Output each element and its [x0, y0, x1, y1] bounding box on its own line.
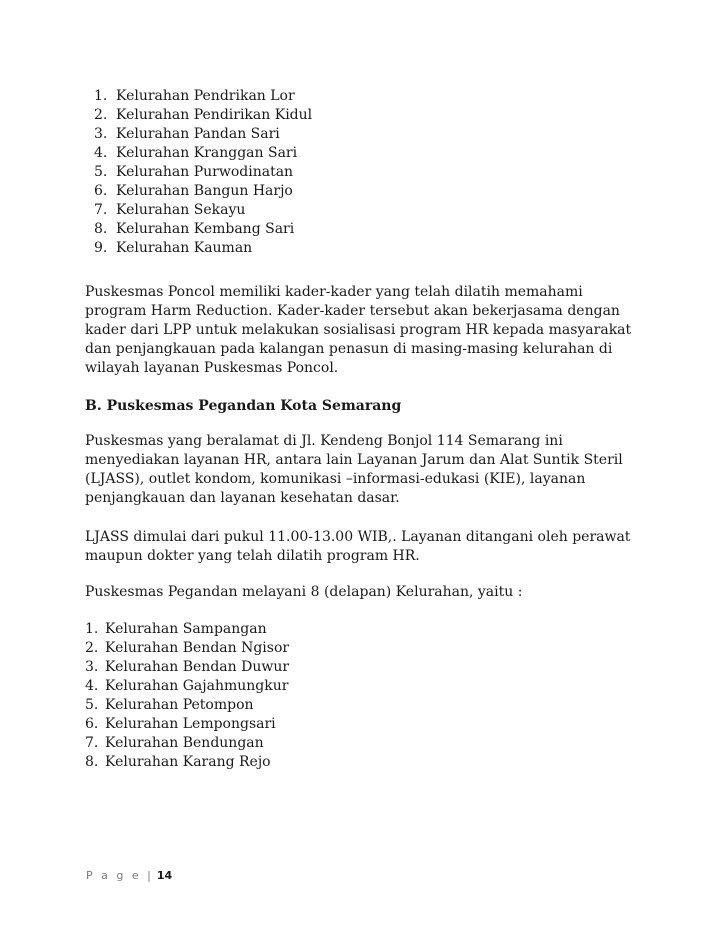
- list-item: [94, 125, 594, 144]
- list-item-text: Kelurahan Pendrikan Lor: [116, 88, 295, 104]
- list-item-number: 7.: [94, 202, 108, 218]
- list-item-number: 6.: [85, 716, 99, 732]
- kelurahan-list-pegandan: [85, 620, 585, 772]
- list-item: [85, 696, 585, 715]
- list-item-number: 5.: [94, 164, 108, 180]
- list-item-number: 8.: [94, 221, 108, 237]
- list-item-number: 2.: [94, 107, 108, 123]
- list-item-text: Kelurahan Lempongsari: [105, 716, 276, 732]
- list-item-number: 4.: [94, 145, 108, 161]
- list-item-text: Kelurahan Petompon: [105, 697, 254, 713]
- list-item: [85, 658, 585, 677]
- footer-separator: |: [147, 869, 151, 882]
- list-item-text: Kelurahan Bendungan: [105, 735, 264, 751]
- list-item-text: Kelurahan Kauman: [116, 240, 253, 256]
- paragraph-ljass: LJASS dimulai dari pukul 11.00-13.00 WIB,. Layanan ditangani oleh perawat maupun dokter yang telah dilatih program HR.: [85, 529, 631, 564]
- list-item: [94, 144, 594, 163]
- list-item-text: Kelurahan Karang Rejo: [105, 754, 271, 770]
- list-item-text: Kelurahan Sampangan: [105, 621, 267, 637]
- kelurahan-list-poncol: [94, 87, 594, 258]
- list-item: [94, 106, 594, 125]
- list-item: [94, 239, 594, 258]
- list-item-number: 7.: [85, 735, 99, 751]
- list-item: [85, 715, 585, 734]
- page-footer: [86, 869, 172, 882]
- page-number: 14: [156, 869, 173, 882]
- list-item-number: 4.: [85, 678, 99, 694]
- list-item: [85, 620, 585, 639]
- list-item-number: 2.: [85, 640, 99, 656]
- footer-page-label: P a g e: [86, 869, 142, 882]
- list-item: [94, 220, 594, 239]
- list-item: [85, 639, 585, 658]
- list-item-text: Kelurahan Pendirikan Kidul: [116, 107, 313, 123]
- list-item: [94, 201, 594, 220]
- list-item-text: Kelurahan Bendan Ngisor: [105, 640, 290, 656]
- list-item: [94, 163, 594, 182]
- list-item-number: 8.: [85, 754, 99, 770]
- list-item: [85, 753, 585, 772]
- list-item-text: Kelurahan Bendan Duwur: [105, 659, 290, 675]
- paragraph-pegandan-layanan: Puskesmas yang beralamat di Jl. Kendeng Bonjol 114 Semarang ini menyediakan layanan HR, antara lain Layanan Jarum dan Alat Suntik Steril (LJASS), outlet kondom, komunikasi –informasi-edukasi (KIE), layanan penjangkauan dan layanan kesehatan dasar.: [85, 433, 623, 506]
- list-item-number: 3.: [94, 126, 108, 142]
- paragraph-poncol-kader: Puskesmas Poncol memiliki kader-kader yang telah dilatih memahami program Harm Reduction. Kader-kader tersebut akan bekerjasama dengan kader dari LPP untuk melakukan sosialisasi program HR kepada masyarakat dan penjangkauan pada kalangan penasun di masing-masing kelurahan di wilayah layanan Puskesmas Poncol.: [85, 284, 632, 376]
- list-item-text: Kelurahan Purwodinatan: [116, 164, 294, 180]
- list-item-text: Kelurahan Kembang Sari: [116, 221, 295, 237]
- section-heading: B. Puskesmas Pegandan Kota Semarang: [85, 398, 402, 414]
- list-item: [85, 734, 585, 753]
- list-item-number: 5.: [85, 697, 99, 713]
- list-item: [94, 87, 594, 106]
- list-item-text: Kelurahan Bangun Harjo: [116, 183, 293, 199]
- list-item-text: Kelurahan Sekayu: [116, 202, 246, 218]
- list-item-number: 1.: [94, 88, 108, 104]
- list-item: [85, 677, 585, 696]
- list-item-number: 1.: [85, 621, 99, 637]
- list-item-number: 3.: [85, 659, 99, 675]
- list-item-number: 9.: [94, 240, 108, 256]
- list-item: [94, 182, 594, 201]
- list-item-text: Kelurahan Kranggan Sari: [116, 145, 298, 161]
- list-item-text: Kelurahan Pandan Sari: [116, 126, 280, 142]
- list-item-text: Kelurahan Gajahmungkur: [105, 678, 289, 694]
- list-item-number: 6.: [94, 183, 108, 199]
- paragraph-pegandan-kelurahan: Puskesmas Pegandan melayani 8 (delapan) Kelurahan, yaitu :: [85, 584, 523, 600]
